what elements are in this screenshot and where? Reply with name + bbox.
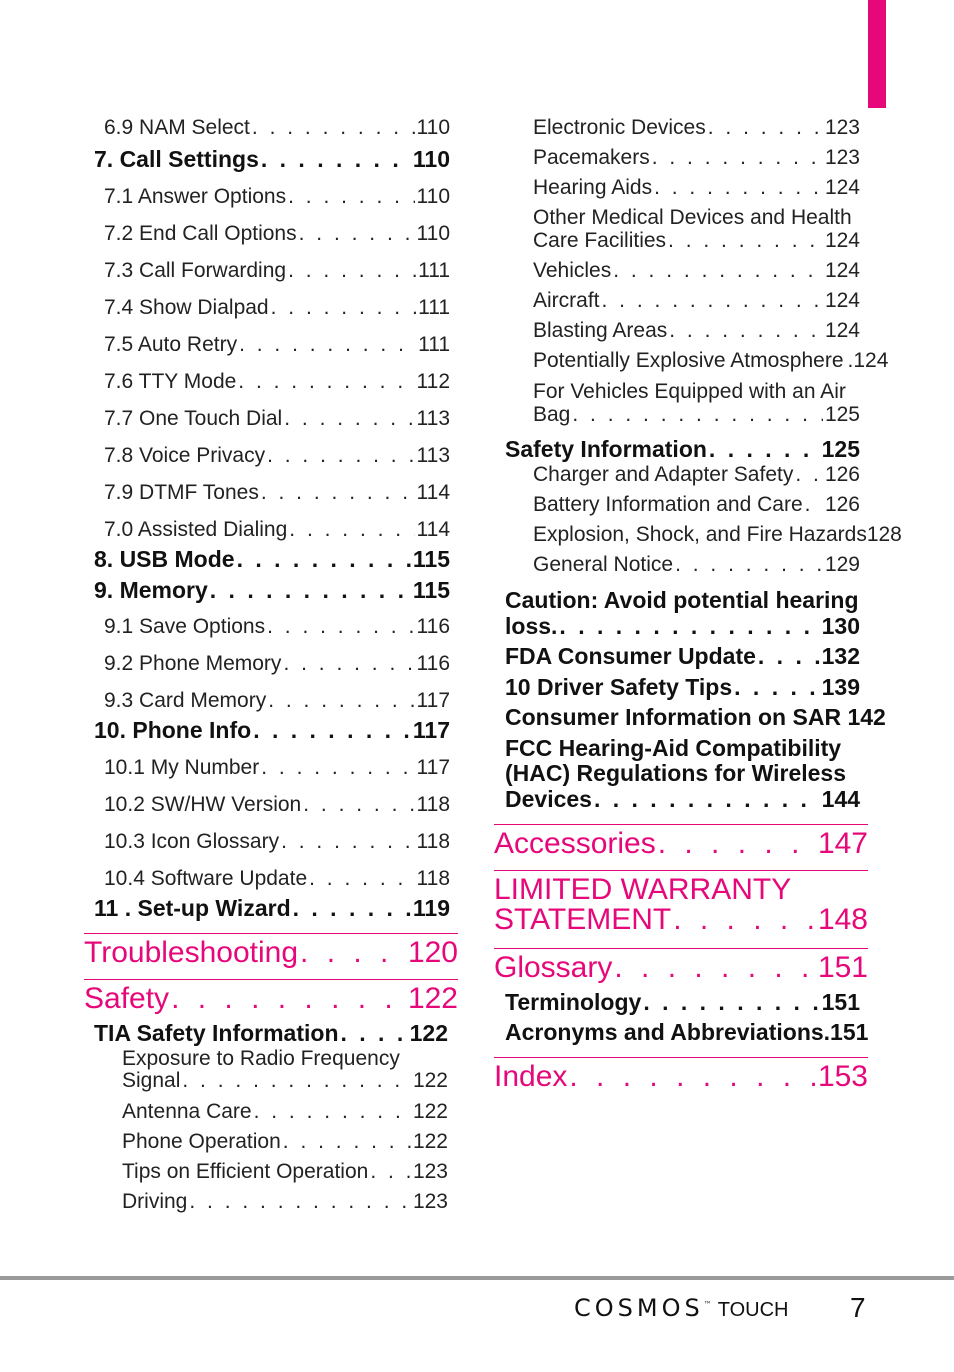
toc-section-troubleshooting[interactable]: Troubleshooting . . . 120: [84, 933, 458, 970]
toc-entry[interactable]: 7. Call Settings . . . 110: [94, 146, 450, 173]
toc-section-safety[interactable]: Safety . . . 122: [84, 979, 458, 1016]
page-number: 7: [850, 1292, 866, 1323]
toc-entry[interactable]: Charger and Adapter Safety . . . 126: [533, 463, 860, 487]
toc-entry-line1: Exposure to Radio Frequency: [122, 1047, 400, 1070]
toc-entry[interactable]: Terminology . . . 151: [505, 989, 860, 1016]
toc-entry[interactable]: Aircraft . . . 124: [533, 289, 860, 313]
toc-entry[interactable]: Blasting Areas . . . 124: [533, 319, 860, 343]
toc-entry[interactable]: Potentially Explosive Atmosphere .124: [533, 349, 889, 372]
toc-entry[interactable]: Safety Information . . . 125: [505, 436, 860, 463]
toc-entry-line1: Caution: Avoid potential hearing: [505, 587, 859, 613]
toc-entry[interactable]: 8. USB Mode . . . 115: [94, 546, 450, 573]
toc-entry[interactable]: 7.2 End Call Options . . . 110: [104, 222, 450, 246]
toc-entry[interactable]: Acronyms and Abbreviations .151: [505, 1019, 869, 1045]
toc-entry[interactable]: 7.6 TTY Mode . . . 112: [104, 370, 450, 394]
toc-entry[interactable]: Phone Operation . . . 122: [122, 1130, 448, 1154]
toc-entry[interactable]: 7.9 DTMF Tones . . . 114: [104, 481, 450, 505]
toc-entry[interactable]: Devices . . . 144: [505, 786, 860, 813]
toc-section-index[interactable]: Index . . . 153: [494, 1057, 868, 1094]
toc-entry[interactable]: TIA Safety Information . . . 122: [94, 1020, 448, 1047]
toc-entry[interactable]: Driving . . . 123: [122, 1190, 448, 1214]
toc-entry[interactable]: 6.9 NAM Select . . . 110: [104, 116, 450, 140]
toc-section-warranty-line1: LIMITED WARRANTY: [494, 870, 868, 907]
footer-rule: [0, 1276, 954, 1280]
toc-entry[interactable]: 7.3 Call Forwarding . . . 111: [104, 259, 450, 283]
toc-entry[interactable]: Consumer Information on SAR 142: [505, 704, 886, 730]
toc-entry[interactable]: Antenna Care . . . 122: [122, 1100, 448, 1124]
section-tab-marker: [868, 0, 886, 108]
toc-entry-line2: (HAC) Regulations for Wireless: [505, 760, 847, 786]
toc-entry[interactable]: 7.5 Auto Retry . . . 111: [104, 333, 450, 357]
toc-entry[interactable]: Battery Information and Care . . . 126: [533, 493, 860, 517]
toc-entry[interactable]: Hearing Aids . . . 124: [533, 176, 860, 200]
toc-entry[interactable]: 9. Memory . . . 115: [94, 577, 450, 604]
toc-entry[interactable]: Vehicles . . . 124: [533, 259, 860, 283]
toc-entry[interactable]: 10.2 SW/HW Version . . . 118: [104, 793, 450, 817]
brand-logo: [574, 1294, 788, 1322]
toc-entry-line1: FCC Hearing-Aid Compatibility: [505, 735, 842, 761]
toc-entry[interactable]: 11 . Set-up Wizard . . . 119: [94, 895, 450, 922]
toc-entry-line1: Other Medical Devices and Health: [533, 206, 852, 229]
toc-entry[interactable]: 10.1 My Number . . . 117: [104, 756, 450, 780]
toc-entry[interactable]: General Notice . . . 129: [533, 553, 860, 577]
toc-entry[interactable]: 10 Driver Safety Tips . . . 139: [505, 674, 860, 701]
toc-section-warranty[interactable]: STATEMENT . . . 148: [494, 903, 868, 937]
toc-entry[interactable]: loss. . . . 130: [505, 613, 860, 640]
toc-section-accessories[interactable]: Accessories . . . 147: [494, 824, 868, 861]
toc-entry[interactable]: 7.8 Voice Privacy . . . 113: [104, 444, 450, 468]
toc-entry[interactable]: Care Facilities . . . 124: [533, 229, 860, 253]
toc-entry[interactable]: Bag . . . 125: [533, 403, 860, 427]
toc-entry[interactable]: 9.3 Card Memory . . . 117: [104, 689, 450, 713]
toc-entry[interactable]: 9.1 Save Options . . . 116: [104, 615, 450, 639]
model-name: TOUCH: [717, 1299, 789, 1321]
toc-entry[interactable]: 7.0 Assisted Dialing . . . 114: [104, 518, 450, 542]
toc-entry[interactable]: Pacemakers . . . 123: [533, 146, 860, 170]
toc-entry[interactable]: 7.1 Answer Options . . . 110: [104, 185, 450, 209]
toc-entry[interactable]: 7.7 One Touch Dial . . . 113: [104, 407, 450, 431]
toc-entry[interactable]: FDA Consumer Update . . . 132: [505, 643, 860, 670]
toc-entry[interactable]: 9.2 Phone Memory . . . 116: [104, 652, 450, 676]
toc-entry[interactable]: Explosion, Shock, and Fire Hazards 128: [533, 523, 902, 546]
toc-entry-line1: For Vehicles Equipped with an Air: [533, 380, 846, 403]
toc-entry[interactable]: 10.4 Software Update . . . 118: [104, 867, 450, 891]
cosmos-logo: COSMOS™: [574, 1294, 712, 1322]
toc-entry[interactable]: 10.3 Icon Glossary . . . 118: [104, 830, 450, 854]
toc-entry[interactable]: 7.4 Show Dialpad . . . 111: [104, 296, 450, 320]
toc-entry[interactable]: Electronic Devices . . . 123: [533, 116, 860, 140]
toc-entry[interactable]: Signal . . . 122: [122, 1069, 448, 1093]
toc-entry[interactable]: 10. Phone Info . . . 117: [94, 717, 450, 744]
toc-section-glossary[interactable]: Glossary . . . 151: [494, 948, 868, 985]
toc-entry[interactable]: Tips on Efficient Operation . . . 123: [122, 1160, 448, 1184]
